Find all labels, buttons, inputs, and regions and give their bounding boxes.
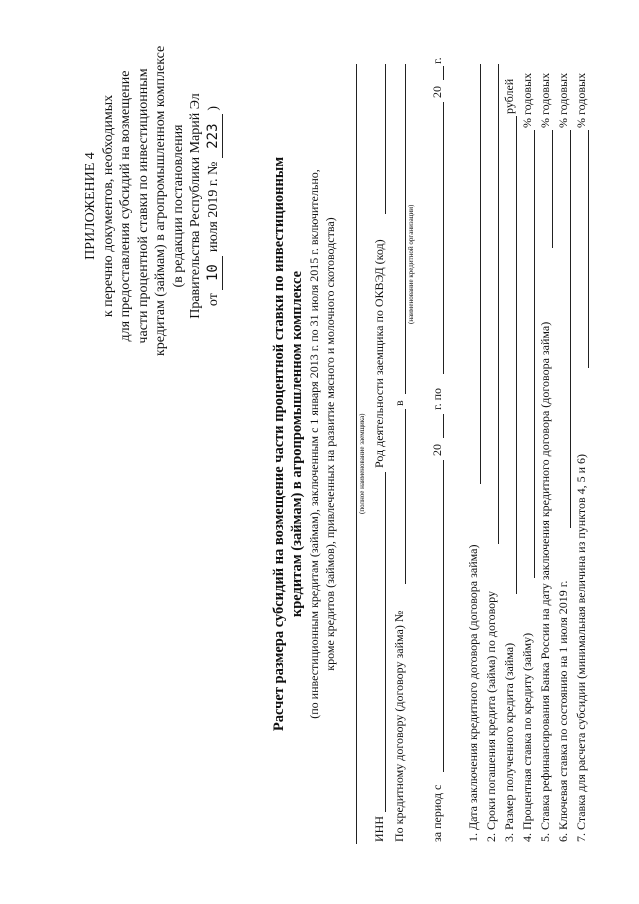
period-year-suffix: г. bbox=[430, 57, 444, 64]
appendix-day: 10 bbox=[205, 256, 224, 290]
item-unit: % годовых bbox=[574, 72, 588, 128]
title-line: Расчет размера субсидий на возмещение части процентной ставки по инвестиционным bbox=[271, 156, 287, 732]
period-to-line bbox=[443, 102, 444, 374]
period-year-from: 20 bbox=[430, 444, 444, 456]
period-to-label: г. по bbox=[430, 388, 444, 410]
item-answer-line bbox=[534, 130, 535, 578]
contract-line bbox=[405, 409, 406, 584]
borrower-caption: (полное наименование заемщика) bbox=[358, 413, 366, 514]
item-unit: рублей bbox=[502, 78, 516, 114]
appendix-date: от 10 июля 2019 г. № 223 ) bbox=[205, 56, 224, 356]
period-year-from-line bbox=[443, 414, 444, 438]
list-item: 1. Дата заключения кредитного договора (договора займа) bbox=[466, 544, 480, 842]
appendix-block bbox=[82, 45, 223, 356]
list-item: 5. Ставка рефинансирования Банка России на дату заключения кредитного договора (договора займа) bbox=[538, 321, 552, 842]
list-item: 3. Размер полученного кредита (займа) bbox=[502, 642, 516, 842]
item-answer-line bbox=[588, 130, 589, 368]
okved-label: Род деятельности заемщика по ОКВЭД (код) bbox=[372, 239, 386, 468]
subtitle-line: кроме кредитов (займов), привлеченных на развитие мясного и молочного скотоводства) bbox=[322, 217, 337, 671]
period-year-to: 20 bbox=[430, 86, 444, 98]
list-item: 2. Сроки погашения кредита (займа) по договору bbox=[484, 591, 498, 842]
borrower-name-line bbox=[356, 64, 357, 844]
appendix-line: (в редакции постановления bbox=[170, 124, 186, 288]
list-item: 7. Ставка для расчета субсидии (минимальная величина из пунктов 4, 5 и 6) bbox=[574, 453, 588, 842]
appendix-line: части процентной ставки по инвестиционным bbox=[135, 68, 151, 344]
contract-label: По кредитному договору (договору займа) № bbox=[392, 610, 406, 842]
appendix-line: кредитам (займам) в агропромышленном комплексе bbox=[153, 45, 168, 356]
inn-label: ИНН bbox=[372, 816, 386, 842]
item-unit: % годовых bbox=[538, 72, 552, 128]
inn-line bbox=[385, 472, 386, 812]
appendix-heading: ПРИЛОЖЕНИЕ 4 bbox=[83, 152, 98, 260]
period-year-to-line bbox=[443, 66, 444, 80]
appendix-number: 223 bbox=[205, 114, 224, 158]
item-answer-line bbox=[516, 116, 517, 594]
item-answer-line bbox=[552, 130, 553, 248]
list-item: 4. Процентная ставка по кредиту (займу) bbox=[520, 632, 534, 842]
item-answer-line bbox=[480, 64, 481, 484]
document-subtitle bbox=[307, 104, 338, 784]
item-answer-line bbox=[570, 130, 571, 528]
in-label: в bbox=[392, 400, 406, 406]
okved-line bbox=[385, 64, 386, 214]
title-line: кредитам (займам) в агропромышленном комплексе bbox=[289, 270, 305, 618]
appendix-line: к перечню документов, необходимых bbox=[100, 94, 116, 318]
list-item: 6. Ключевая ставка по состоянию на 1 июля 2019 г. bbox=[556, 580, 570, 842]
period-label: за период с bbox=[430, 784, 444, 842]
appendix-line: Правительства Республики Марий Эл bbox=[188, 93, 203, 319]
bank-caption: (наименование кредитной организации) bbox=[407, 204, 415, 324]
item-unit: % годовых bbox=[556, 72, 570, 128]
bank-line bbox=[405, 64, 406, 394]
subtitle-line: (по инвестиционным кредитам (займам), заключенным с 1 января 2013 г. по 31 июля 2015 г. включительно, bbox=[307, 169, 321, 719]
item-unit: % годовых bbox=[520, 72, 534, 128]
item-answer-line bbox=[498, 64, 499, 544]
period-from-line bbox=[443, 460, 444, 772]
appendix-line: для предоставления субсидий на возмещение bbox=[118, 70, 133, 342]
document-title bbox=[270, 104, 306, 784]
